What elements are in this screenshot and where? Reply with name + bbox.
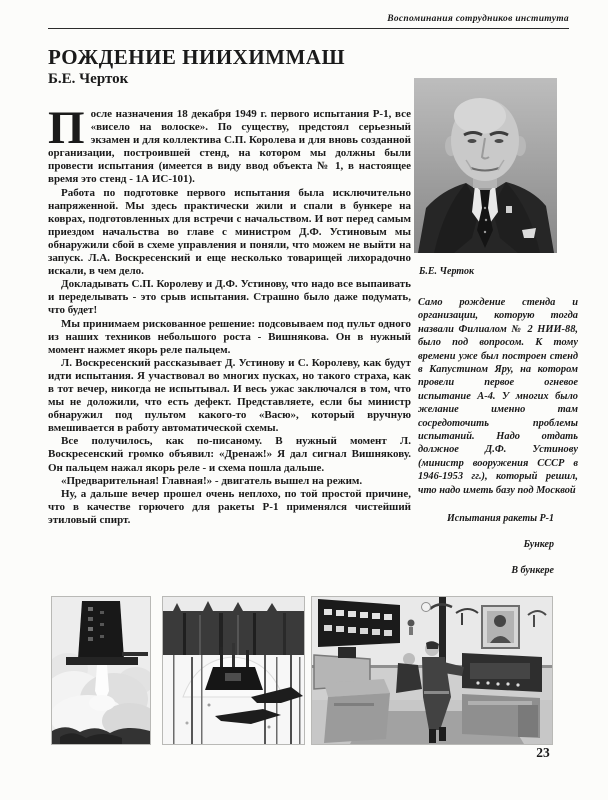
drop-cap: П	[48, 102, 85, 154]
paragraph: Ну, а дальше вечер прошел очень неплохо, по той простой причине, что в качестве горючего для ракеты Р-1 применялся чистейший этиловый спирт.	[48, 487, 411, 526]
photo-caption: В бункере	[511, 565, 554, 576]
sidebar-note-text: и организации, которую тогда назвали Филиалом № 2 НИИ-88, было под вопросом. К тому времени уже был построен стенд в Капустином Яру, на котором провели первое огневое испытание А-4. У многих было желание именно там сосредоточить проблемы испытаний. Надо отдать должное Д.Ф. Устинову (министр вооружения СССР в 1946-1953 гг.), который решил, что надо иметь базу под Москвой	[418, 297, 578, 496]
paragraph: Л. Воскресенский рассказывает Д. Устинову и С. Королеву, как будут идти испытания. Я участвовал во многих пусках, но такого страха, как в тот вечер, никогда не испытывал. И весь ужас заключался в том, что мы не доложили, что есть дефект. Представляете, если бы министр обнаружил под пультом какого-то «Васю», который вручную вмешивается в работу автоматической схемы.	[48, 356, 411, 435]
paragraph: Все получилось, как по-писаному. В нужный момент Л. Воскресенский громко объявил: «Дренаж!» Я дал сигнал Вишнякову. Он пальцем нажал якорь реле - и схема пошла дальше.	[48, 435, 411, 474]
article-title: РОЖДЕНИЕ НИИХИММАШ	[48, 45, 346, 69]
paragraph: Докладывать С.П. Королеву и Д.Ф. Устинову, что надо все выпаивать и переделывать - это срыв испытания. Страшно было даже подумать, что будет!	[48, 278, 411, 317]
rocket-test-image	[52, 597, 150, 744]
sidebar-note	[418, 296, 578, 497]
article-author: Б.Е. Черток	[48, 71, 129, 87]
photo-bunker-interior	[311, 596, 553, 745]
page-number: 23	[536, 745, 550, 760]
portrait-caption: Б.Е. Черток	[419, 266, 475, 277]
title-block	[48, 46, 345, 87]
sidebar-note-lead: Само рождение стенда	[418, 297, 556, 308]
photo-caption: Бункер	[523, 539, 554, 550]
photo-rocket-test	[51, 596, 151, 745]
portrait-image	[414, 78, 557, 253]
paragraph: «Предварительная! Главная!» - двигатель вышел на режим.	[61, 474, 363, 487]
photo-bunker-exterior	[162, 596, 305, 745]
paragraph: Работа по подготовке первого испытания была исключительно напряженной. Мы здесь практически жили и спали в бункере на коврах, подготовленных для встречи с начальством. И вот перед самым приездом начальства во главе с министром Д.Ф. Устиновым мы обнаружили сбой в схеме управления и поняли, что можем не выйти на запуск. Л.А. Воскресенский и еще несколько товарищей лихорадочно искали, в чем дело.	[48, 186, 411, 278]
running-head: Воспоминания сотрудников института	[48, 14, 569, 29]
photo-caption: Испытания ракеты Р-1	[447, 513, 554, 524]
photo-caption-list	[400, 512, 554, 590]
article-body	[48, 102, 411, 527]
photo-portrait-chertok	[414, 78, 557, 253]
paragraph-text: осле назначения 18 декабря 1949 г. первого испытания Р-1, все «висело на волоске». По существу, предстоял серьезный экзамен и для коллектива С.П. Королева и для вновь созданной организации, построившей стенд, на котором мы должны были провести испытания (имеется в виду ввод объекта № 1, в настоящее время это стенд - 1А ИС-101).	[48, 108, 411, 186]
bunker-interior-image	[312, 597, 552, 744]
bunker-exterior-image	[163, 597, 304, 744]
paragraph: Мы принимаем рискованное решение: подсовываем под пульт одного из наших техников небольшого роста - Вишнякова. Он в нужный момент нажмет якорь реле пальцем.	[48, 317, 411, 356]
paragraph	[48, 102, 411, 187]
